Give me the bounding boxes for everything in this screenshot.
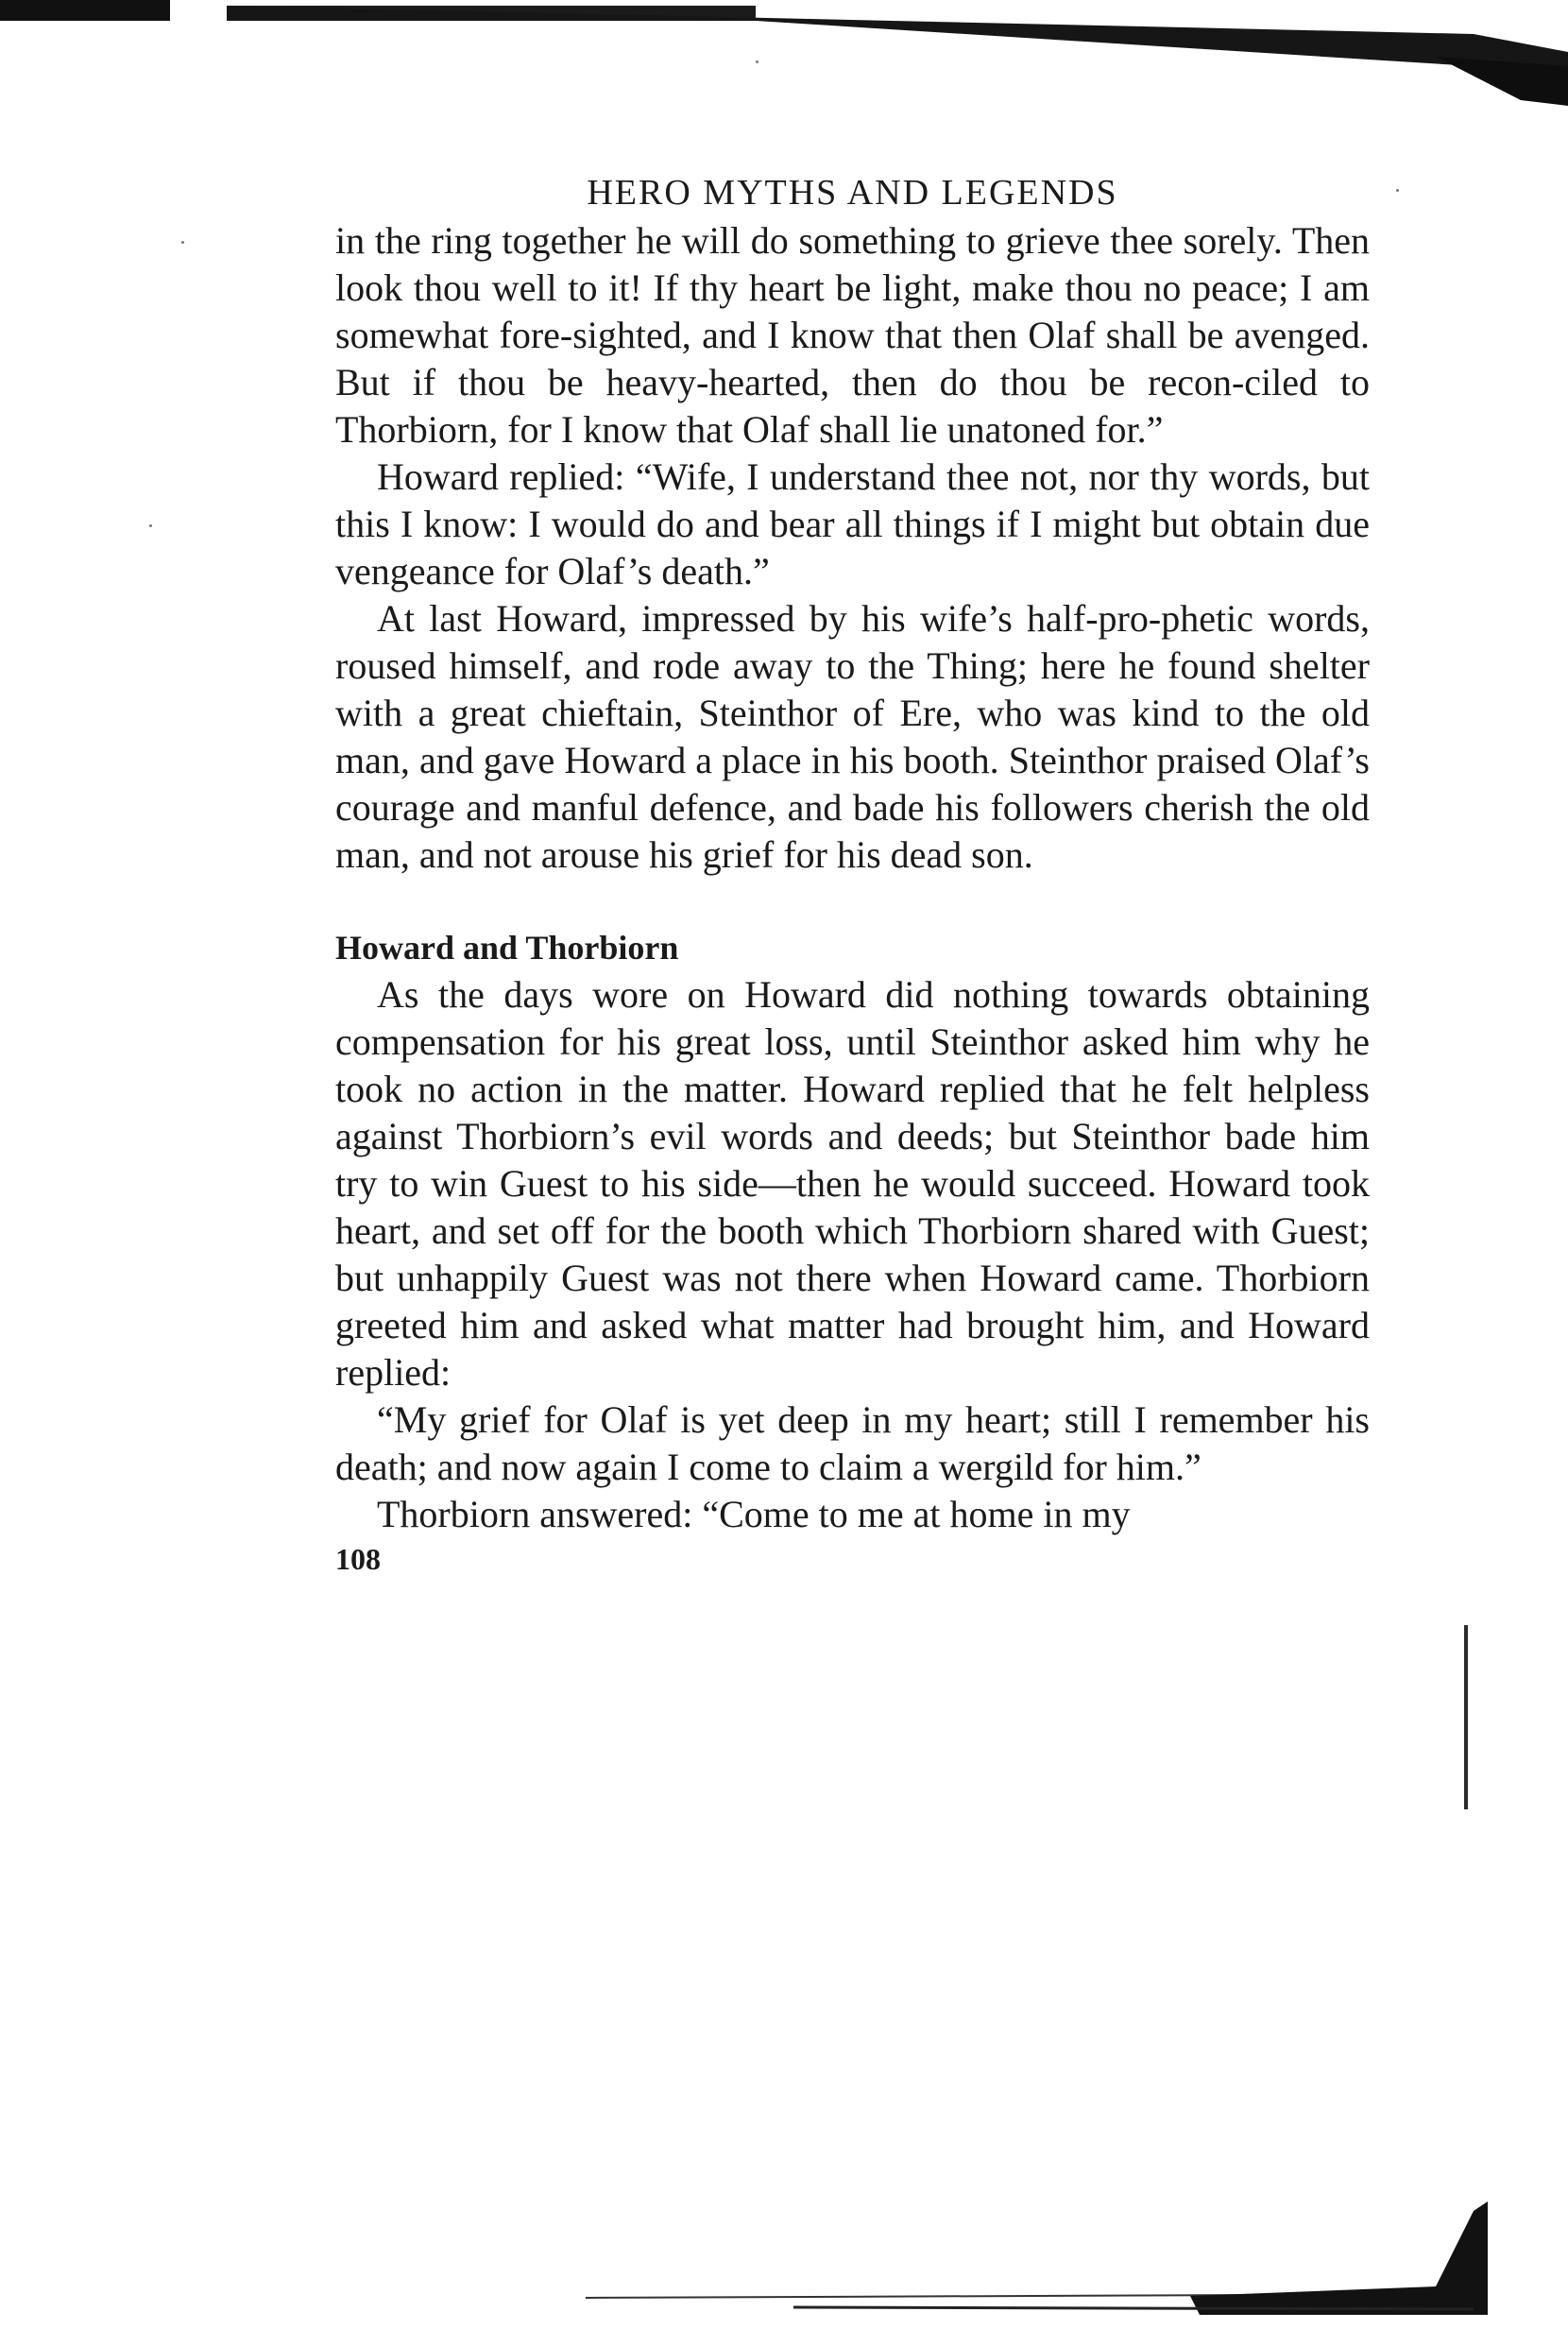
scan-speck [1396,189,1399,192]
scan-speck [756,60,758,63]
paragraph: Thorbiorn answered: “Come to me at home in my [377,1493,1131,1535]
paragraph: “My grief for Olaf is yet deep in my heart; still I remember his death; and now again I come to claim a wergild for him.” [335,1398,1370,1488]
scan-edge-top [0,0,1568,123]
paragraph: As the days wore on Howard did nothing towards obtaining compensation for his great loss, until Steinthor asked him why he took no action in the matter. Howard replied that he felt helpless against Thorbiorn’s evil words and deeds; but Steinthor bade him try to win Guest to his side—then he would succeed. Howard took heart, and set off for the booth which Thorbiorn shared with Guest; but unhappily Guest was not there when Howard came. Thorbiorn greeted him and asked what matter had brought him, and Howard replied: [335,973,1370,1394]
paragraph: At last Howard, impressed by his wife’s half-pro-phetic words, roused himself, and rode away to the Thing; here he found shelter with a great chieftain, Steinthor of Ere, who was kind to the old man, and gave Howard a place in his booth. Steinthor praised Olaf’s courage and manful defence, and bade his followers cherish the old man, and not arouse his grief for his dead son. [335,597,1370,876]
margin-mark [1464,1625,1468,1809]
paragraph: Howard replied: “Wife, I understand thee not, nor thy words, but this I know: I would do and bear all things if I might but obtain due vengeance for Olaf’s death.” [335,455,1370,592]
page-number: 108 [335,1542,381,1576]
scan-speck [149,524,152,527]
scan-speck [181,241,184,244]
scan-edge-bottom [0,2173,1568,2329]
section-heading: Howard and Thorbiorn [335,929,679,967]
book-page [335,170,1370,1578]
running-head: HERO MYTHS AND LEGENDS [587,173,1118,213]
paragraph: in the ring together he will do something to grieve thee sorely. Then look thou well to it! If thy heart be light, make thou no peace; I am somewhat fore-sighted, and I know that then Olaf shall be avenged. But if thou be heavy-hearted, then do thou be recon-ciled to Thorbiorn, for I know that Olaf shall lie unatoned for.” [335,219,1370,451]
